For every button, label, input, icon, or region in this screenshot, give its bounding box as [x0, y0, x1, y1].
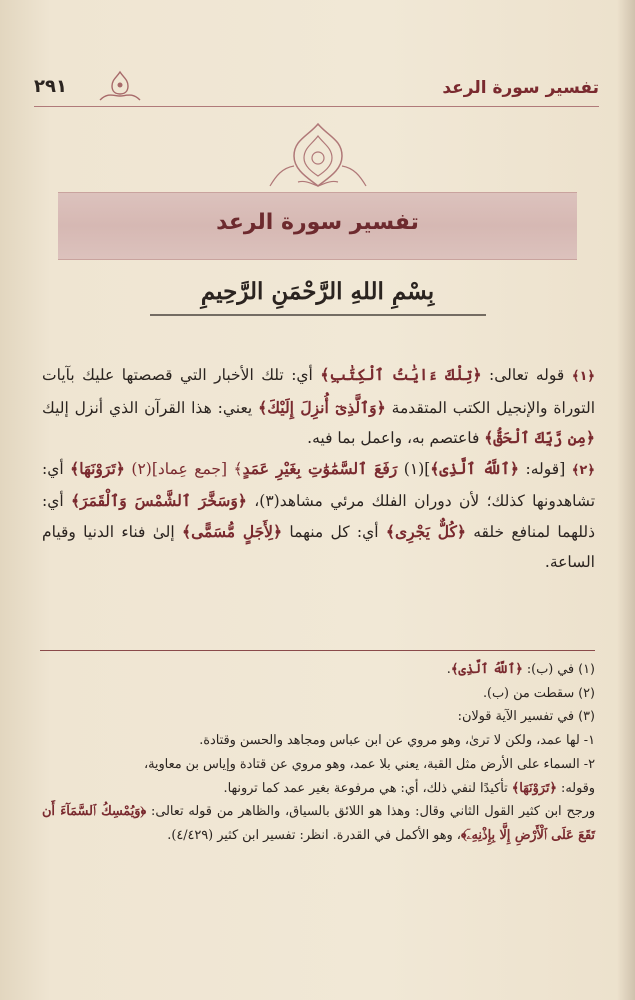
running-head-rule: [34, 106, 599, 107]
verse-2-paragraph: [42, 454, 595, 578]
floral-ornament-icon: [268, 120, 368, 190]
text-segment: إلىٰ فناء الدنيا وقيام الساعة.: [42, 522, 595, 571]
text-segment: فاعتصم به، واعمل بما فيه.: [307, 429, 485, 447]
lantern-ornament-icon: [94, 70, 146, 104]
quran-quote: ﴿تَرَوْنَهَا﴾: [70, 458, 125, 478]
text-segment: ](١): [397, 459, 431, 478]
quran-quote: ﴿تِلْكَ ءَايَٰتُ ٱلْكِتَٰبِ﴾: [320, 365, 482, 384]
text-segment: أي: ذللهما لمنافع خلقه: [42, 492, 596, 541]
quran-quote: ﴿لِأَجَلٍ مُّسَمًّى﴾: [182, 521, 283, 541]
footnote-3-item-1: ١- لها عمد، ولكن لا ترىٰ، وهو مروي عن ابن عباس ومجاهد والحسن وقتادة.: [199, 733, 595, 749]
footnote-2: (٢) سقطت من (ب).: [482, 685, 595, 701]
verse-number-1: ﴿١﴾: [571, 369, 595, 384]
verse-number-2: ﴿٢﴾: [571, 462, 595, 478]
text-segment: يعني: هذا القرآن الذي أنزل إليك: [42, 398, 259, 417]
text-segment: أي: تشاهدونها كذلك؛ لأن دوران الفلك مرئي مشاهد(٣)،: [42, 459, 596, 510]
commentary-body: [42, 360, 595, 578]
footnote-1: (١) في (ب): ﴿ٱللَّهُ ٱلَّذِى﴾.: [446, 662, 595, 677]
footnote-3-item-2: ٢- السماء على الأرض مثل القبة، يعني بلا عمد، وهو مروي عن قتادة وإياس بن معاوية،: [143, 756, 595, 772]
verse-1-paragraph: [42, 360, 595, 454]
surah-title: تفسير سورة الرعد: [216, 210, 419, 235]
basmala-underline: [148, 311, 488, 319]
page-number: ٢٩١: [34, 76, 67, 97]
basmala-calligraphy: بِسْمِ اللهِ الرَّحْمَنِ الرَّحِيمِ: [200, 278, 435, 305]
footnote-rule: [40, 650, 595, 651]
quran-quote: ﴿وَسَخَّرَ ٱلشَّمْسَ وَٱلْقَمَرَ﴾: [71, 491, 247, 510]
footnote-3-conclusion: ورجح ابن كثير القول الثاني وقال: وهذا هو اللائق بالسياق، والظاهر من قوله تعالى: ﴿وَيُمْسِكُ ٱلسَّمَآءَ أَن تَقَعَ عَلَى ٱلْأَرْضِ إِلَّا بِإِذْنِهِۦٓ﴾، وهو الأكمل في القدرة. انظر: تفسير ابن كثير (٤/٤٢٩).: [42, 804, 595, 843]
text-segment: أي: تلك الأخبار التي قصصتها عليك بآيات التوراة والإنجيل الكتب المتقدمة: [42, 366, 596, 417]
footnotes: [42, 658, 595, 848]
quran-quote: ﴿وَٱلَّذِىٓ أُنزِلَ إِلَيْكَ﴾: [258, 397, 386, 417]
quran-quote: رَفَعَ ٱلسَّمَٰوَٰتِ بِغَيْرِ عَمَدٍ: [242, 458, 398, 478]
quran-quote: ﴿كُلٌّ يَجْرِى﴾: [385, 521, 466, 541]
text-segment: ﴾ [جمع عِماد](٢): [124, 459, 243, 478]
quran-quote: ﴿ٱللَّهُ ٱلَّذِى﴾: [430, 458, 520, 478]
running-head: [34, 76, 599, 106]
quran-quote: ﴿مِن رَّبِّكَ ٱلْحَقُّ﴾: [484, 428, 595, 447]
footnote-3: (٣) في تفسير الآية قولان:: [457, 709, 595, 725]
text-segment: قوله تعالى:: [481, 366, 565, 384]
text-segment: أي: كل منهما: [282, 522, 386, 541]
page-gutter-shadow: [617, 0, 635, 1000]
text-segment: [قوله:: [519, 459, 566, 478]
footnote-3-note: وقوله: ﴿تَرَوْنَهَا﴾ تأكيدًا لنفي ذلك، أي: هي مرفوعة بغير عمد كما ترونها.: [223, 780, 595, 796]
surah-title-band: [58, 192, 577, 260]
running-title: تفسير سورة الرعد: [442, 78, 599, 98]
